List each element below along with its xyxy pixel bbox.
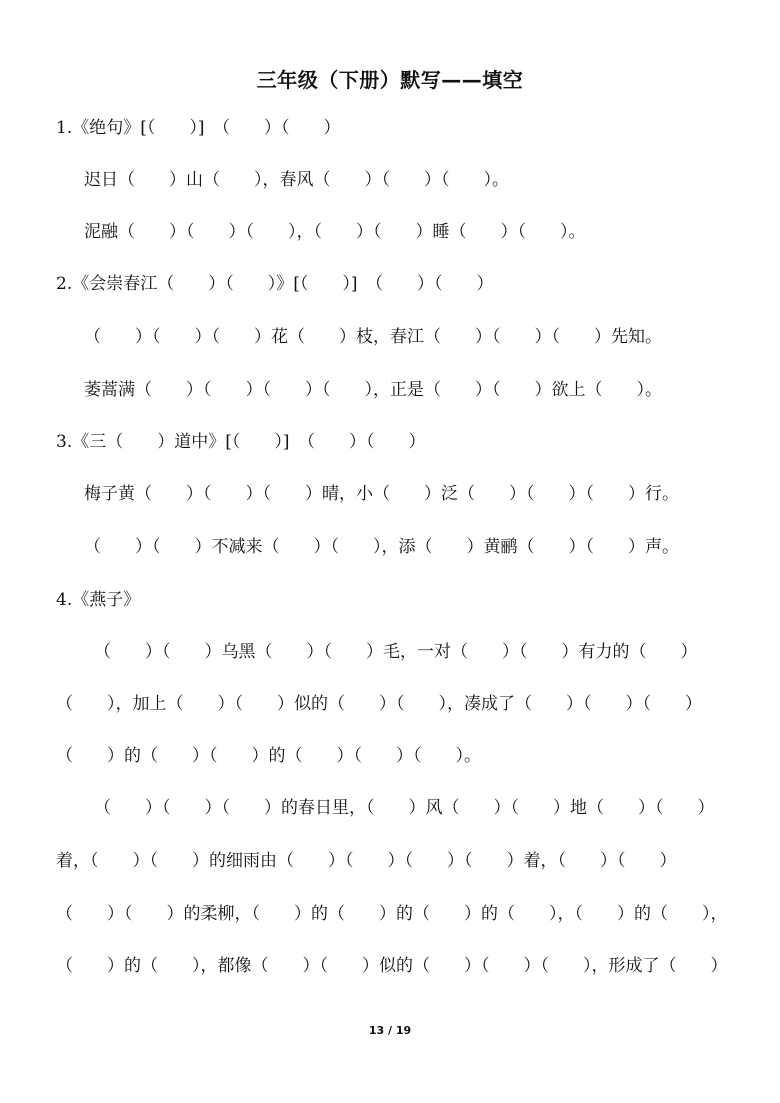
- page-title: 三年级（下册）默写——填空: [256, 68, 524, 92]
- question-4-line-4: （ ）（ ）（ ）的春日里，（ ）风（ ）（ ）地（ ）（ ）: [94, 798, 715, 818]
- question-3-line-2: （ ）（ ）不减来（ ）（ ），添（ ）黄鹂（ ）（ ）声。: [84, 537, 679, 557]
- question-3-line-1: 梅子黄（ ）（ ）（ ）晴，小（ ）泛（ ）（ ）（ ）行。: [84, 484, 679, 504]
- page-number: 13 / 19: [368, 1024, 412, 1037]
- question-4-line-7: （ ）的（ ），都像（ ）（ ）似的（ ）（ ）（ ），形成了（ ）: [56, 956, 728, 976]
- question-4-line-3: （ ）的（ ）（ ）的（ ）（ ）（ ）。: [56, 746, 481, 766]
- question-2-line-2: 萎蒿满（ ）（ ）（ ）（ ），正是（ ）（ ）欲上（ ）。: [84, 380, 662, 400]
- question-2-heading: 2.《会崇春江（ ）（ ）》[（ ）] （ ）（ ）: [56, 274, 494, 294]
- question-4-line-1: （ ）（ ）乌黑（ ）（ ）毛，一对（ ）（ ）有力的（ ）: [94, 642, 698, 662]
- question-1-heading: 1.《绝句》[（ ）] （ ）（ ）: [56, 118, 341, 138]
- question-4-line-6: （ ）（ ）的柔柳，（ ）的（ ）的（ ）的（ ），（ ）的（ ），: [56, 904, 728, 924]
- question-2-line-1: （ ）（ ）（ ）花（ ）枝，春江（ ）（ ）（ ）先知。: [84, 327, 662, 347]
- question-3-heading: 3.《三（ ）道中》[（ ）] （ ）（ ）: [56, 432, 426, 452]
- question-4-line-2: （ ），加上（ ）（ ）似的（ ）（ ），凑成了（ ）（ ）（ ）: [56, 694, 702, 714]
- question-1-line-2: 泥融（ ）（ ）（ ），（ ）（ ）睡（ ）（ ）。: [84, 222, 586, 242]
- question-4-heading: 4.《燕子》: [56, 590, 141, 610]
- question-1-line-1: 迟日（ ）山（ ），春风（ ）（ ）（ ）。: [84, 170, 509, 190]
- question-4-line-5: 着，（ ）（ ）的细雨由（ ）（ ）（ ）（ ）着，（ ）（ ）: [56, 851, 677, 871]
